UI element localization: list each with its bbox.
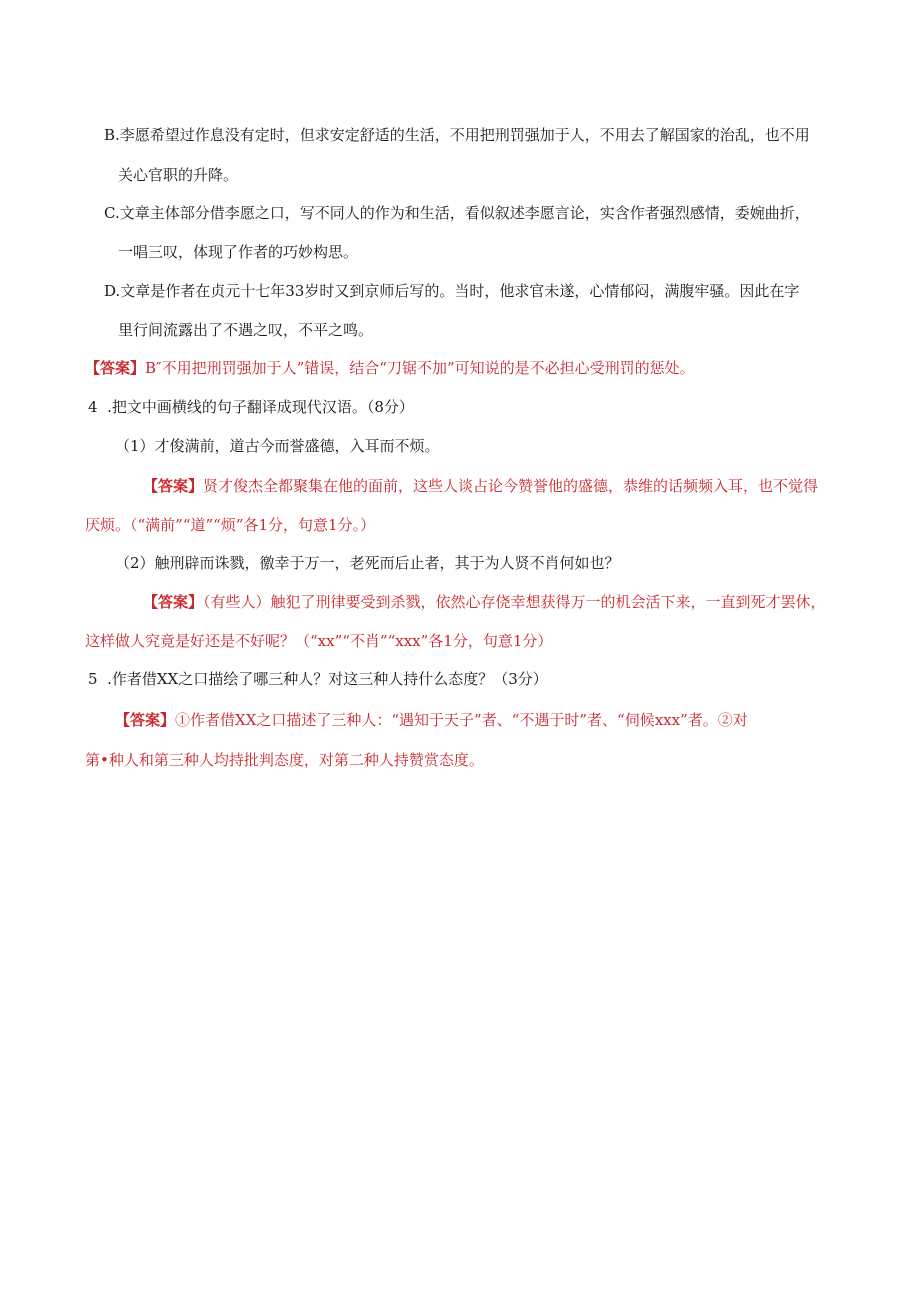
option-d-line-1: D.文章是作者在贞元十七年33岁时又到京师后写的。当时，他求官未遂，心情郁闷，满腹牢骚。因此在字 xyxy=(104,282,800,300)
q5-answer-line-1 xyxy=(115,710,748,730)
q4-s2-answer-text: （有些人）触犯了刑律要受到杀戮，依然心存侥幸想获得万一的机会活下来，一直到死才罢休， xyxy=(203,593,826,611)
q4-s2-answer-line-1 xyxy=(143,592,826,612)
option-b-line-2: 关心官职的升降。 xyxy=(118,166,239,184)
answer-tag: 【答案】 xyxy=(143,593,204,611)
answer-tag: 【答案】 xyxy=(143,477,204,495)
q3-answer-text: B″不用把刑罚强加于人”错误，结合“刀锯不加”可知说的是不必担心受刑罚的惩处。 xyxy=(145,359,695,377)
option-c-line-2: 一唱三叹，体现了作者的巧妙构思。 xyxy=(118,243,359,261)
q4-title: 4 .把文中画横线的句子翻译成现代汉语。（8分） xyxy=(88,398,414,416)
q4-s2-answer-line-2: 这样做人究竟是好还是不好呢？（“xx”“不肖”“xxx”各1分，句意1分） xyxy=(85,632,553,650)
q4-s1-answer-line-2: 厌烦。（“满前”“道”“烦”各1分，句意1分。） xyxy=(85,516,376,534)
option-d-line-2: 里行间流露出了不遇之叹，不平之鸣。 xyxy=(118,321,374,339)
option-b-line-1: B.李愿希望过作息没有定时，但求安定舒适的生活，不用把刑罚强加于人，不用去了解国家的治乱，也不用 xyxy=(104,126,810,144)
q4-s1-answer-line-1 xyxy=(143,476,818,496)
option-c-line-1: C.文章主体部分借李愿之口，写不同人的作为和生活，看似叙述李愿言论，实含作者强烈感情，委婉曲折， xyxy=(104,204,810,222)
answer-tag: 【答案】 xyxy=(115,711,176,729)
q5-answer-line-2: 第•种人和第三种人均持批判态度，对第二种人持赞赏态度。 xyxy=(85,751,484,769)
q3-answer xyxy=(85,358,695,378)
answer-tag: 【答案】 xyxy=(85,359,146,377)
q5-answer-text: ①作者借XX之口描述了三种人：“遇知于天子”者、“不遇于时”者、“伺候xxx”者。②对 xyxy=(175,711,748,729)
q5-title: 5 .作者借XX之口描绘了哪三种人？对这三种人持什么态度？（3分） xyxy=(88,670,548,688)
q4-s1-answer-text: 贤才俊杰全都聚集在他的面前，这些人谈占论今赞誉他的盛德，恭维的话频频入耳，也不觉得 xyxy=(203,477,819,495)
q4-sentence-1: （1）才俊满前，道古今而誉盛德，入耳而不烦。 xyxy=(115,437,440,455)
q4-sentence-2: （2）触刑辟而诛戮，徼幸于万一，老死而后止者，其于为人贤不肖何如也？ xyxy=(115,554,620,572)
